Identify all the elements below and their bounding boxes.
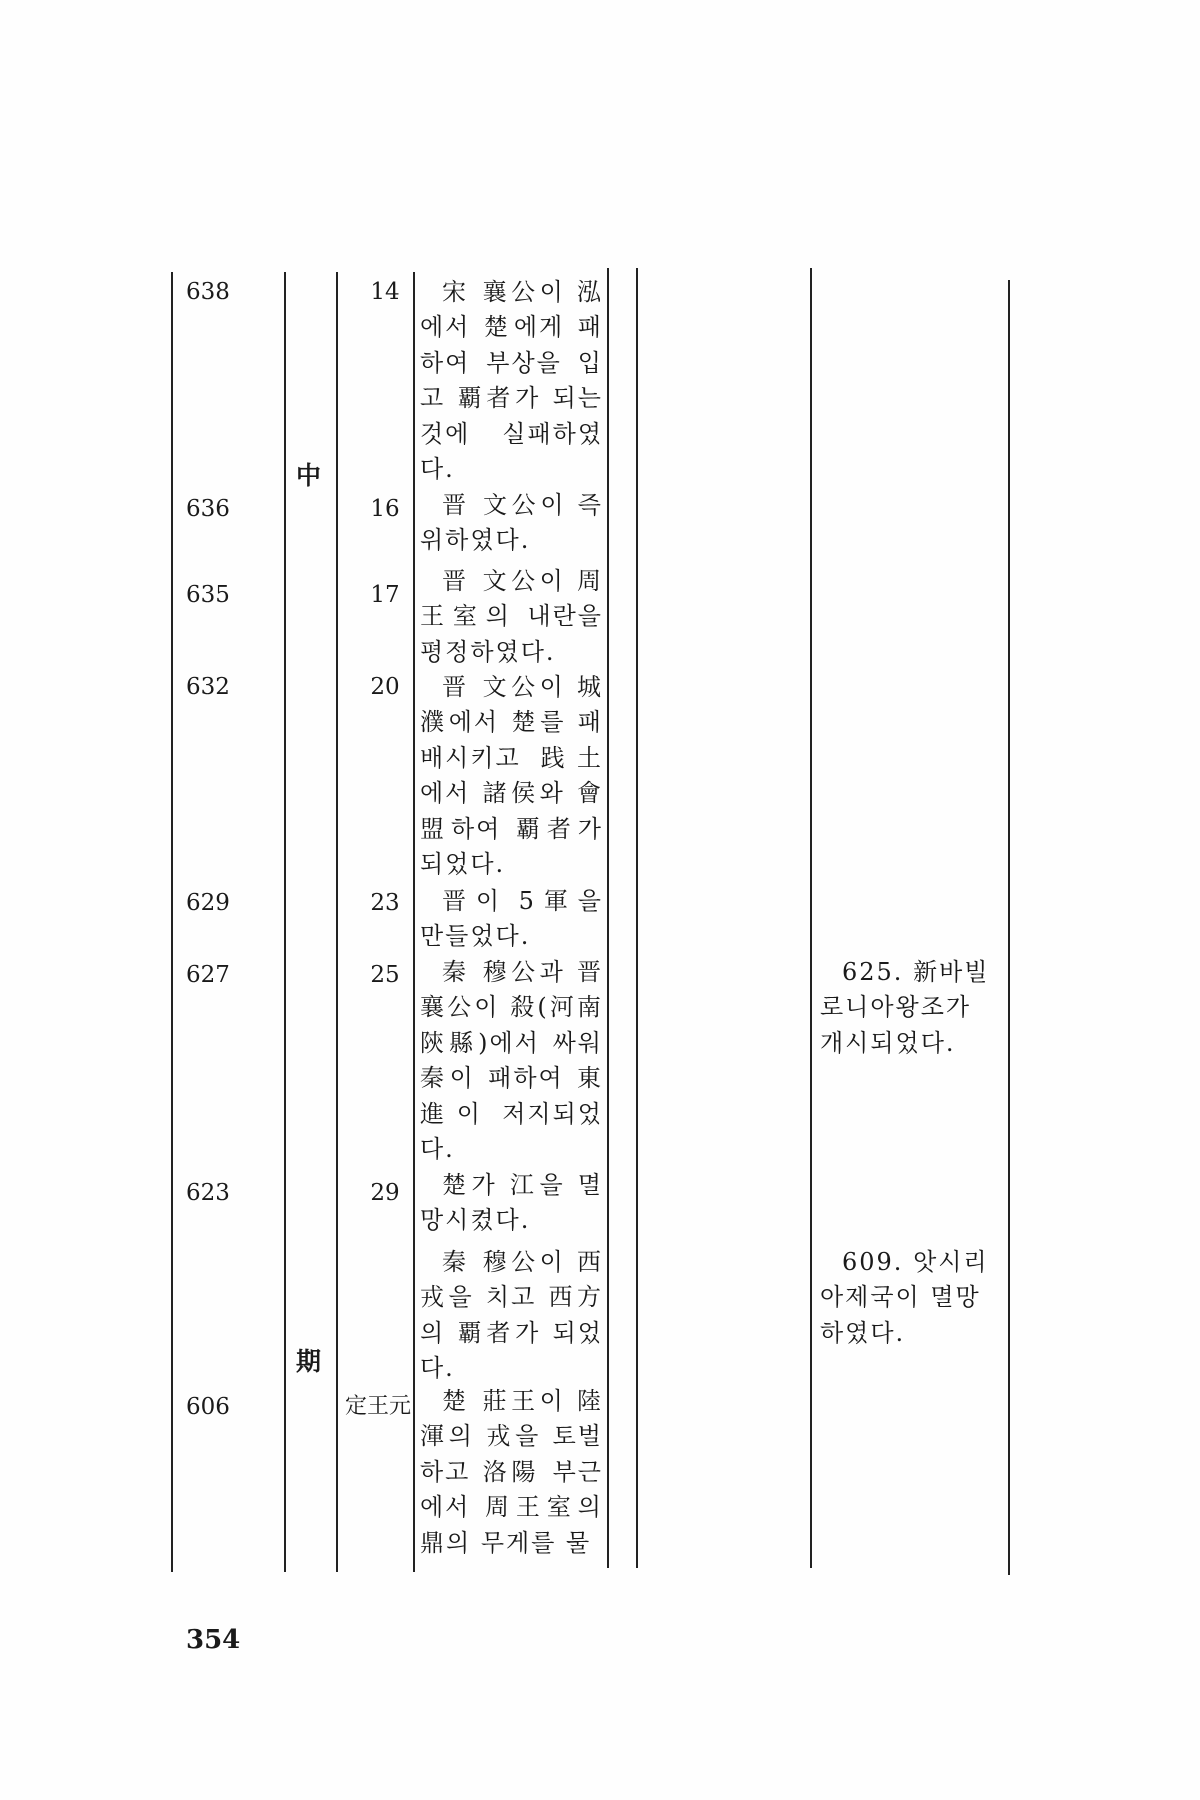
reign-year-cell: 20: [370, 674, 400, 700]
reign-year-cell: 定王元: [344, 1394, 411, 1419]
year-cell: 632: [186, 674, 230, 700]
event-cell: 晋 文公이 城濮에서 楚를 패배시키고 践土에서 諸侯와 會盟하여 覇者가 되었다.: [420, 673, 603, 879]
event-cell: 晋 文公이 周王室의 내란을 평정하였다.: [420, 567, 603, 666]
event-column-rule-left: [607, 268, 609, 1568]
reign-year-cell: 25: [370, 962, 400, 988]
year-cell: 635: [186, 582, 230, 608]
year-cell: 623: [186, 1180, 230, 1206]
period-label-middle: 中: [296, 461, 322, 490]
event-cell: 宋 襄公이 泓에서 楚에게 패하여 부상을 입고 覇者가 되는 것에 실패하였다.: [420, 278, 603, 484]
event-cell: 晋이 5軍을 만들었다.: [420, 887, 603, 951]
reign-year-cell: 17: [370, 582, 400, 608]
reign-year-cell: 29: [370, 1180, 400, 1206]
event-cell: 楚 莊王이 陸渾의 戎을 토벌하고 洛陽 부근에서 周王室의 鼎의 무게를 물: [420, 1387, 603, 1557]
page-number: 354: [186, 1625, 241, 1655]
reign-column-rule-left: [336, 272, 338, 1572]
world-event-cell: 609. 앗시리아제국이 멸망하였다.: [820, 1248, 989, 1347]
left-border-rule: [171, 272, 173, 1572]
world-column-rule-left: [810, 268, 812, 1568]
world-event-cell: 625. 新바빌로니아왕조가 개시되었다.: [820, 958, 990, 1057]
event-cell: 秦 穆公과 晋 襄公이 殺(河南 陝縣)에서 싸워 秦이 패하여 東進이 저지되었다.: [420, 958, 603, 1164]
event-cell: 晋 文公이 즉위하였다.: [420, 491, 603, 555]
year-cell: 606: [186, 1394, 230, 1420]
event-cell: 秦 穆公이 西戎을 치고 西方의 覇者가 되었다.: [420, 1248, 603, 1383]
period-column-rule: [284, 272, 286, 1572]
right-border-rule: [1008, 280, 1010, 1575]
reign-year-cell: 14: [370, 279, 400, 305]
event-column-rule-right: [636, 268, 638, 1568]
reign-year-cell: 23: [370, 890, 400, 916]
reign-column-rule-right: [413, 272, 415, 1572]
year-cell: 638: [186, 279, 230, 305]
year-cell: 636: [186, 496, 230, 522]
year-cell: 627: [186, 962, 230, 988]
event-cell: 楚가 江을 멸망시켰다.: [420, 1171, 603, 1235]
year-cell: 629: [186, 890, 230, 916]
period-label-period: 期: [296, 1347, 322, 1376]
reign-year-cell: 16: [370, 496, 400, 522]
